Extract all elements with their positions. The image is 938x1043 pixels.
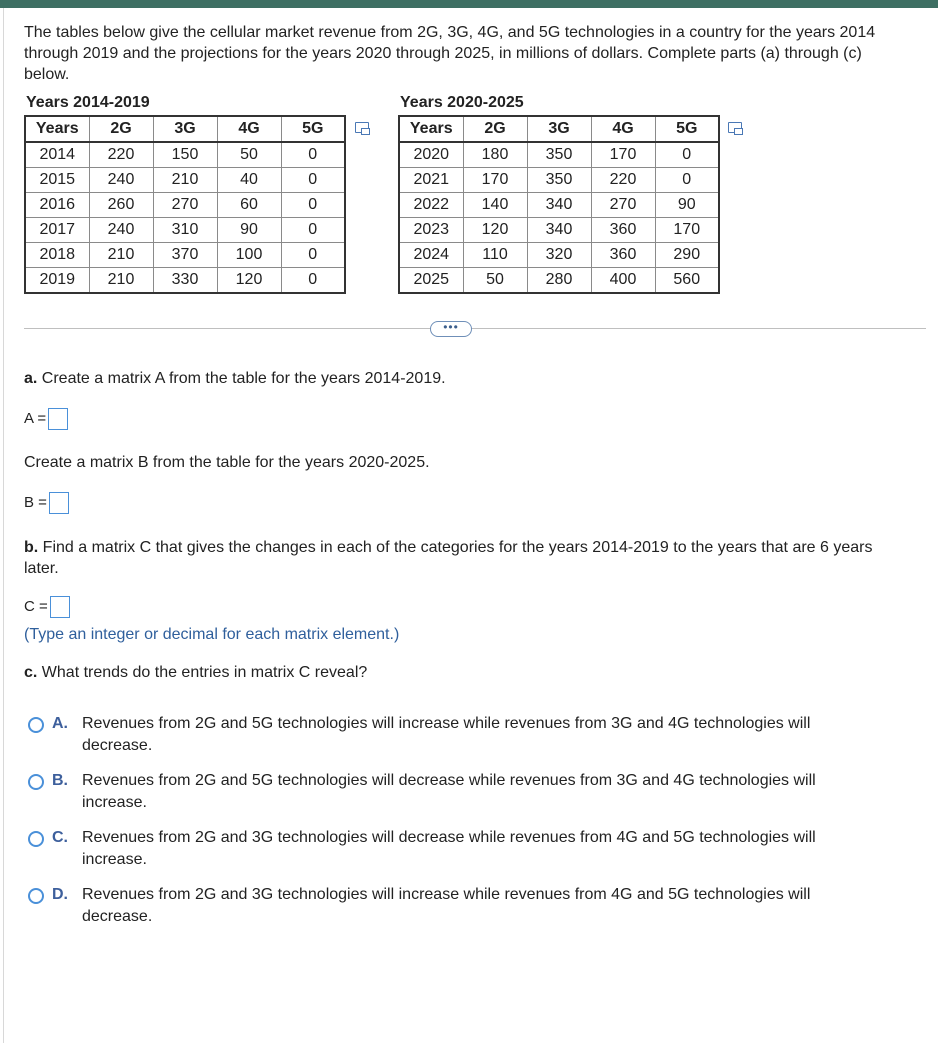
table-cell: 340 xyxy=(527,193,591,218)
matrix-c-label: C = xyxy=(24,598,48,616)
table-cell: 0 xyxy=(281,142,345,168)
table-cell: 260 xyxy=(89,193,153,218)
table-cell: 40 xyxy=(217,168,281,193)
table1-header: 5G xyxy=(281,116,345,142)
table-row xyxy=(399,268,719,294)
table-cell: 170 xyxy=(591,142,655,168)
table-cell: 560 xyxy=(655,268,719,294)
copy-table-icon[interactable] xyxy=(355,122,369,133)
option-letter: C. xyxy=(52,829,68,846)
option-letter: B. xyxy=(52,772,68,789)
table-cell: 2024 xyxy=(399,243,463,268)
table-cell: 210 xyxy=(89,268,153,294)
part-b-letter: b. xyxy=(24,539,39,556)
table-cell: 60 xyxy=(217,193,281,218)
option-c[interactable] xyxy=(28,827,888,871)
table-cell: 310 xyxy=(153,218,217,243)
part-c-prompt xyxy=(24,662,367,683)
radio-circle-icon[interactable] xyxy=(28,717,44,733)
part-b-prompt xyxy=(24,537,904,579)
part-a-letter: a. xyxy=(24,370,38,387)
table-cell: 240 xyxy=(89,218,153,243)
part-c-text: What trends do the entries in matrix C reveal? xyxy=(41,664,368,681)
matrix-b-label: B = xyxy=(24,494,47,512)
table-cell: 180 xyxy=(463,142,527,168)
table-row xyxy=(399,218,719,243)
table-cell: 110 xyxy=(463,243,527,268)
table-cell: 150 xyxy=(153,142,217,168)
table-cell: 270 xyxy=(591,193,655,218)
table-cell: 2019 xyxy=(25,268,89,294)
table-cell: 210 xyxy=(89,243,153,268)
table1-caption: Years 2014-2019 xyxy=(26,94,150,111)
table-cell: 0 xyxy=(655,168,719,193)
option-text: Revenues from 2G and 3G technologies will decrease while revenues from 4G and 5G technologies will increase. xyxy=(82,829,816,868)
table-cell: 0 xyxy=(281,243,345,268)
expand-more-button[interactable]: ••• xyxy=(430,321,472,337)
radio-circle-icon[interactable] xyxy=(28,774,44,790)
option-letter: D. xyxy=(52,886,68,903)
table-row xyxy=(25,268,345,294)
table-row xyxy=(399,243,719,268)
table-cell: 290 xyxy=(655,243,719,268)
table-cell: 330 xyxy=(153,268,217,294)
table-cell: 0 xyxy=(281,168,345,193)
table-row xyxy=(25,193,345,218)
option-letter: A. xyxy=(52,715,68,732)
table-cell: 170 xyxy=(463,168,527,193)
table-row xyxy=(25,243,345,268)
table-cell: 50 xyxy=(217,142,281,168)
question-intro: The tables below give the cellular market revenue from 2G, 3G, 4G, and 5G technologies in a country for the years 2014 through 2019 and the projections for the years 2020 through 2025, in millions of dollars. Complete parts (a) through (c) below. xyxy=(24,24,876,83)
table-cell: 2017 xyxy=(25,218,89,243)
table-cell: 240 xyxy=(89,168,153,193)
table1-header: Years xyxy=(25,116,89,142)
table-cell: 2025 xyxy=(399,268,463,294)
table-cell: 2018 xyxy=(25,243,89,268)
table-cell: 0 xyxy=(281,193,345,218)
matrix-a-label: A = xyxy=(24,410,47,428)
table-cell: 2022 xyxy=(399,193,463,218)
table-cell: 340 xyxy=(527,218,591,243)
table-cell: 2023 xyxy=(399,218,463,243)
matrix-b-input[interactable] xyxy=(49,492,69,514)
table-cell: 370 xyxy=(153,243,217,268)
option-d[interactable] xyxy=(28,884,888,928)
table-cell: 2016 xyxy=(25,193,89,218)
part-b-text: Find a matrix C that gives the changes in each of the categories for the years 2014-2019 to the years that are 6 years later. xyxy=(24,539,873,577)
table-row xyxy=(399,193,719,218)
table-cell: 2015 xyxy=(25,168,89,193)
table-cell: 50 xyxy=(463,268,527,294)
table-cell: 0 xyxy=(281,218,345,243)
table-2020-2025 xyxy=(398,115,720,294)
table-cell: 220 xyxy=(89,142,153,168)
matrix-b-row xyxy=(24,492,69,514)
table-cell: 90 xyxy=(217,218,281,243)
table-cell: 100 xyxy=(217,243,281,268)
matrix-a-input[interactable] xyxy=(48,408,68,430)
table-cell: 140 xyxy=(463,193,527,218)
table-cell: 270 xyxy=(153,193,217,218)
table-cell: 0 xyxy=(655,142,719,168)
table2-header: 2G xyxy=(463,116,527,142)
option-b[interactable] xyxy=(28,770,888,814)
option-a[interactable] xyxy=(28,713,888,757)
table-cell: 350 xyxy=(527,142,591,168)
table-row xyxy=(399,142,719,168)
table-2014-2019 xyxy=(24,115,346,294)
radio-circle-icon[interactable] xyxy=(28,888,44,904)
table1-header: 4G xyxy=(217,116,281,142)
left-border xyxy=(3,8,4,1043)
matrix-a-row xyxy=(24,408,68,430)
table1-header: 2G xyxy=(89,116,153,142)
table-cell: 2021 xyxy=(399,168,463,193)
table-cell: 2020 xyxy=(399,142,463,168)
table2-header: 4G xyxy=(591,116,655,142)
table-cell: 120 xyxy=(217,268,281,294)
matrix-c-input[interactable] xyxy=(50,596,70,618)
table-row xyxy=(25,218,345,243)
top-bar xyxy=(0,0,938,8)
part-c-letter: c. xyxy=(24,664,38,681)
table-cell: 350 xyxy=(527,168,591,193)
table-cell: 120 xyxy=(463,218,527,243)
option-text: Revenues from 2G and 5G technologies will increase while revenues from 3G and 4G technologies will decrease. xyxy=(82,715,811,754)
table-cell: 220 xyxy=(591,168,655,193)
table2-header: Years xyxy=(399,116,463,142)
table-cell: 360 xyxy=(591,243,655,268)
table-row xyxy=(25,142,345,168)
table-cell: 400 xyxy=(591,268,655,294)
table-cell: 170 xyxy=(655,218,719,243)
table2-header: 5G xyxy=(655,116,719,142)
table1-header: 3G xyxy=(153,116,217,142)
table-row xyxy=(25,168,345,193)
table-cell: 320 xyxy=(527,243,591,268)
copy-table-icon[interactable] xyxy=(728,122,742,133)
matrix-c-row xyxy=(24,596,70,618)
section-divider xyxy=(24,328,926,329)
table-cell: 90 xyxy=(655,193,719,218)
matrix-b-prompt: Create a matrix B from the table for the years 2020-2025. xyxy=(24,454,430,471)
part-a-prompt xyxy=(24,368,446,389)
table-cell: 360 xyxy=(591,218,655,243)
part-a-text: Create a matrix A from the table for the years 2014-2019. xyxy=(41,370,446,387)
option-text: Revenues from 2G and 3G technologies will increase while revenues from 4G and 5G technologies will decrease. xyxy=(82,886,811,925)
table-cell: 2014 xyxy=(25,142,89,168)
table2-header: 3G xyxy=(527,116,591,142)
table-cell: 0 xyxy=(281,268,345,294)
answer-format-hint: (Type an integer or decimal for each matrix element.) xyxy=(24,626,400,643)
option-text: Revenues from 2G and 5G technologies will decrease while revenues from 3G and 4G technologies will increase. xyxy=(82,772,816,811)
table-row xyxy=(399,168,719,193)
radio-circle-icon[interactable] xyxy=(28,831,44,847)
table-cell: 280 xyxy=(527,268,591,294)
table2-caption: Years 2020-2025 xyxy=(400,94,524,111)
table-cell: 210 xyxy=(153,168,217,193)
